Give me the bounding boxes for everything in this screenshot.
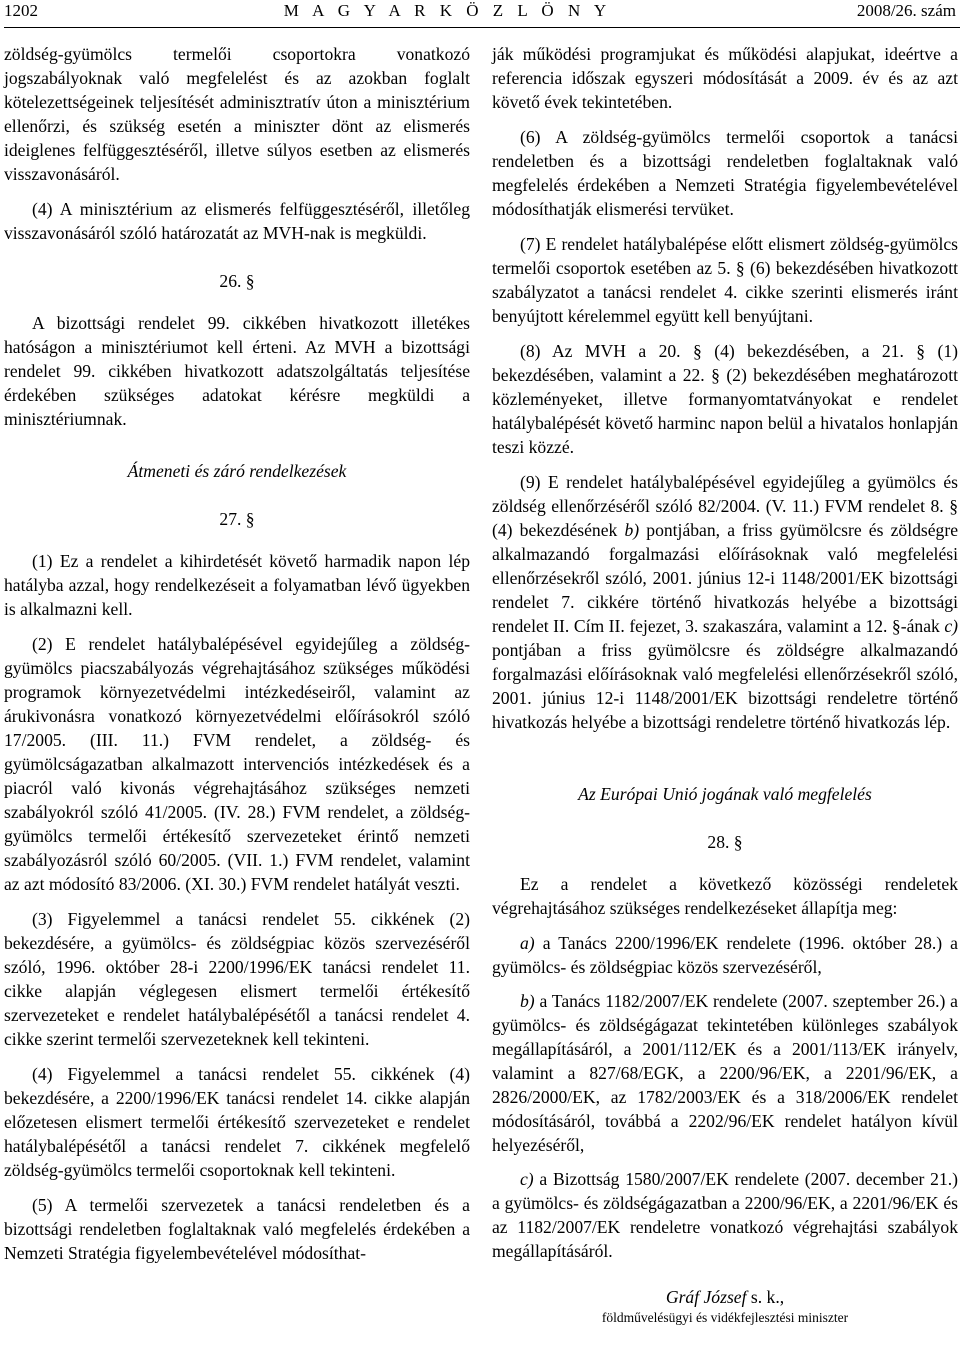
section-28-title: 28. § bbox=[707, 832, 743, 852]
paragraph-27-5-continuation: ják működési programjukat és működési alapjukat, ideértve a referencia időszak egyszeri módosítását a 2009. év és az azt követő évek tekintetében. bbox=[492, 44, 958, 112]
paragraph-27-4: (4) Figyelemmel a tanácsi rendelet 55. cikkének (4) bekezdésére, a 2200/1996/EK tanácsi rendelet 14. cikke alapján előzetesen elismert termelői értékesítő szervezeteket e rendelet hatálybalépésétől a tanácsi rendelet 7. cikkének megfelelő zöldség-gyümölcs termelői csoportoknak kell tekinteni. bbox=[4, 1064, 470, 1180]
right-column bbox=[492, 42, 958, 1327]
signatory-role: földművelésügyi és vidékfejlesztési miniszter bbox=[601, 1310, 849, 1325]
paragraph-continuation: zöldség-gyümölcs termelői csoportokra vonatkozó jogszabályoknak való megfelelést és az azokban foglalt kötelezettségeinek teljesítését adminisztratív úton a minisztérium ellenőrzi, és szükség esetén a miniszter dönt az elismerés ideiglenes felfüggesztéséről, illetve súlyos esetben az elismerés visszavonásáról. bbox=[4, 44, 470, 184]
page-header bbox=[4, 0, 956, 24]
list-item: b) a Tanács 1182/2007/EK rendelete (2007. szeptember 26.) a gyümölcs- és zöldségágazat tekintetében különleges szabályok megállapításáról, a 2001/112/EK és a 2001/113/EK irányelv, valamint a 827/68/EGK, a 2200/96/EK, a 2201/96/EK, a 2826/2000/EK, az 1782/2003/EK és a 318/2006/EK rendelet módosításáról, továbbá a 2202/96/EK rendelet hatályon kívül helyezéséről, bbox=[492, 991, 958, 1155]
paragraph-27-9: (9) E rendelet hatálybalépésével egyidejűleg a gyümölcs és zöldség ellenőrzéséről szóló 82/2004. (V. 11.) FVM rendelet 8. § (4) bekezdésének b) pontjában, a friss gyümölcsre és zöldségre alkalmazandó forgalmazási előírásoknak való megfelelési ellenőrzésekről szóló, 2001. június 12-i 1148/2001/EK bizottsági rendelet 7. cikkére történő hivatkozás helyébe a bizottsági rendelet II. Cím II. fejezet, 3. szakaszára, valamint a 12. §-ának c) pontjában a friss gyümölcsre és zöldségre alkalmazandó forgalmazási előírásoknak való megfelelési ellenőrzésekről szóló, 2001. június 12-i 1148/2001/EK bizottsági rendeletre történő hivatkozás helyébe a bizottsági rendeletre történő hivatkozás lép. bbox=[492, 472, 958, 732]
section-27-title: 27. § bbox=[219, 509, 255, 529]
page-number: 1202 bbox=[4, 1, 38, 20]
section-26-title: 26. § bbox=[219, 271, 255, 291]
paragraph-27-3: (3) Figyelemmel a tanácsi rendelet 55. cikkének (2) bekezdésére, a gyümölcs- és zöldségpiac közös szervezéséről szóló, 1996. október 28-i 2200/1996/EK tanácsi rendelet 11. cikke alapján véglegesen elismert termelői értékesítő szervezeteket e rendelet hatálybalépésétől a tanácsi rendelet 4. cikke szerint termelői szervezeteknek kell tekinteni. bbox=[4, 909, 470, 1049]
signatory-name: Gráf József bbox=[665, 1287, 747, 1307]
paragraph-26: A bizottsági rendelet 99. cikkében hivatkozott illetékes hatóságon a minisztériumot kell érteni. Az MVH a bizottsági rendelet 99. cikkében hivatkozott adatszolgáltatás teljesítése érdekében szükséges adatokat kérésre megküldi a minisztériumnak. bbox=[4, 313, 470, 429]
paragraph-27-2: (2) E rendelet hatálybalépésével egyidejűleg a zöldség-gyümölcs piacszabályozás végrehajtásához szükséges működési programok környezetvédelmi intézkedéseiről, valamint az árukivonásra vonatkozó környezetvédelmi előírásokról szóló 17/2005. (III. 11.) FVM rendelet, a zöldség- és gyümölcságazatban alkalmazott intervenciós intézkedések és a piacról való kivonás végrehajtásához szükséges nemzeti szabályokról szóló 41/2005. (IV. 28.) FVM rendelet, a zöldség-gyümölcs termelői értékesítő szervezeteket érintő nemzeti szabályozásról szóló 60/2005. (VII. 1.) FVM rendelet, valamint az azt módosító 83/2006. (XI. 30.) FVM rendelet hatályát veszti. bbox=[4, 634, 470, 894]
paragraph-28: Ez a rendelet a következő közösségi rendeletek végrehajtásához szükséges rendelkezéseket állapítja meg: bbox=[492, 874, 958, 918]
left-column bbox=[4, 42, 470, 1276]
heading-eu-compliance: Az Európai Unió jogának való megfelelés bbox=[578, 784, 872, 804]
paragraph-27-8: (8) Az MVH a 20. § (4) bekezdésében, a 21. § (1) bekezdésében, valamint a 22. § (2) bekezdésében meghatározott közleményeket, illetve formanyomtatványokat e rendelet hatálybalépését követő harminc napon belül a hivatalos honlapján teszi közzé. bbox=[492, 341, 958, 457]
signatory-suffix: s. k., bbox=[746, 1287, 785, 1307]
paragraph-25-4: (4) A minisztérium az elismerés felfüggesztéséről, illetőleg visszavonásáról szóló határozatát az MVH-nak is megküldi. bbox=[4, 199, 470, 243]
list-item: a) a Tanács 2200/1996/EK rendelete (1996. október 28.) a gyümölcs- és zöldségpiac közös szervezéséről, bbox=[492, 933, 958, 977]
paragraph-27-6: (6) A zöldség-gyümölcs termelői csoportok a tanácsi rendeletben és a bizottsági rendeletben foglaltaknak való megfelelés érdekében a Nemzeti Stratégia figyelembevételével módosíthatják elismerési tervüket. bbox=[492, 127, 958, 219]
issue-number: 2008/26. szám bbox=[856, 1, 956, 20]
journal-title: M A G Y A R K Ö Z L Ö N Y bbox=[283, 1, 612, 20]
heading-transitional-provisions: Átmeneti és záró rendelkezések bbox=[127, 461, 347, 481]
paragraph-27-7: (7) E rendelet hatálybalépése előtt elismert zöldség-gyümölcs termelői csoportok esetében az 5. § (6) bekezdésében hivatkozott szabályzatot a tanácsi rendelet 4. cikke szerinti elismerés iránt benyújtott kérelemmel együtt kell benyújtani. bbox=[492, 234, 958, 326]
paragraph-27-1: (1) Ez a rendelet a kihirdetését követő harmadik napon lép hatályba azzal, hogy rendelkezéseit a folyamatban lévő ügyekben is alkalmazni kell. bbox=[4, 551, 470, 619]
header-rule bbox=[4, 27, 960, 28]
signature-block bbox=[492, 1285, 958, 1327]
paragraph-27-5: (5) A termelői szervezetek a tanácsi rendeletben és a bizottsági rendeletben foglaltaknak való megfelelés érdekében a Nemzeti Stratégia figyelembevételével módosíthat- bbox=[4, 1195, 470, 1263]
list-item: c) a Bizottság 1580/2007/EK rendelete (2007. december 21.) a gyümölcs- és zöldségágazatban a 2200/96/EK, a 2201/96/EK és az 1182/2007/EK rendeletre vonatkozó végrehajtási szabályok megállapításáról. bbox=[492, 1169, 958, 1261]
